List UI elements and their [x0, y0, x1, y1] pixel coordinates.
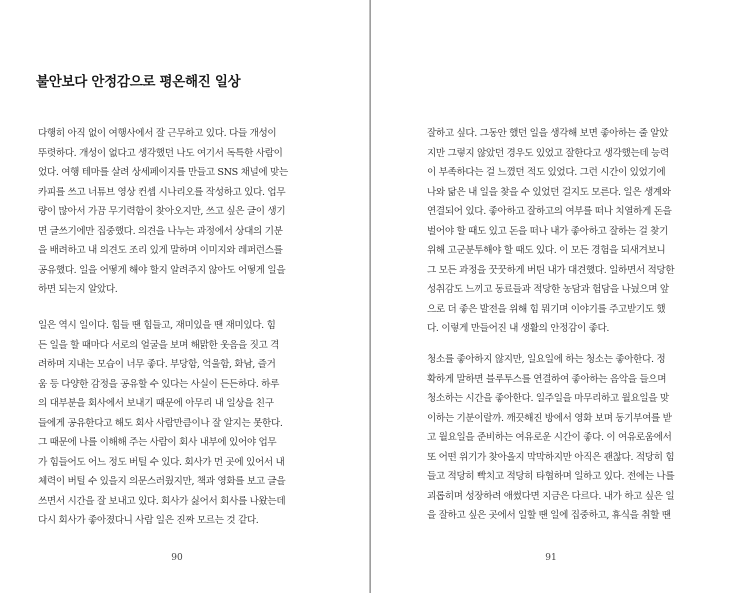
right-paragraph-1 — [427, 124, 674, 339]
text-line: 이하는 기분이랄까. 깨끗해진 방에서 영화 보며 동기부여를 받 — [427, 412, 672, 424]
right-page — [371, 0, 740, 593]
text-line: 성취감도 느끼고 동료들과 적당한 농담과 험담을 나눴으며 앞 — [427, 284, 669, 295]
text-line: 일은 역시 일이다. 힘들 땐 힘들고, 재미있을 땐 재미있다. 힘 — [38, 320, 276, 331]
text-line: 면 글쓰기에만 집중했다. 의견을 나누는 과정에서 상대의 기분 — [38, 225, 283, 237]
right-paragraph-2 — [427, 350, 674, 526]
text-line: 뚜렷하다. 개성이 없다고 생각했던 나도 여기서 독특한 사람이 — [38, 147, 283, 159]
text-line: 그 모든 과정을 꿋꿋하게 버틴 내가 대견했다. 일하면서 적당한 — [427, 264, 675, 276]
text-line: 의 대부분을 회사에서 보내기 때문에 아무리 내 일상을 친구 — [38, 398, 274, 409]
text-line: 잘하고 싶다. 그동안 했던 일을 생각해 보면 좋아하는 줄 알았 — [427, 128, 669, 139]
text-line: 체력이 버틸 수 있을지 의문스러웠지만, 책과 영화를 보고 글을 — [38, 476, 286, 487]
text-line: 었다. 여행 테마를 살려 상세페이지를 만들고 SNS 채널에 맞는 — [38, 167, 288, 178]
text-line: 공유했다. 일을 어떻게 해야 할지 알려주지 않아도 어떻게 일을 — [38, 264, 286, 276]
text-line: 을 잘하고 싶은 곳에서 일할 땐 일에 집중하고, 휴식을 취할 땐 — [427, 510, 671, 521]
text-line: 들에게 공유한다고 해도 회사 사람만큼이나 잘 알지는 못한다. — [38, 417, 283, 429]
text-line: 려하며 지내는 모습이 너무 좋다. 부당함, 억울함, 화남, 즐거 — [38, 359, 276, 370]
text-line: 카피를 쓰고 너튜브 영상 컨셉 시나리오를 작성하고 있다. 업무 — [38, 186, 286, 198]
text-line: 위해 고군분투해야 할 때도 있다. 이 모든 경험을 되새겨보니 — [427, 245, 666, 256]
text-line: 움 등 다양한 감정을 공유할 수 있다는 사실이 든든하다. 하루 — [38, 378, 280, 390]
text-line: 연결되어 있다. 좋아하고 잘하고의 여부를 떠나 치열하게 돈을 — [427, 206, 672, 217]
page-number: 91 — [545, 553, 557, 563]
text-line: 이 부족하다는 걸 느꼈던 적도 있었다. 그런 시간이 있었기에 — [427, 167, 666, 178]
text-line: 괴롭히며 성장하려 애썼다면 지금은 다르다. 내가 하고 싶은 일 — [427, 490, 675, 502]
left-paragraph-1 — [38, 124, 288, 300]
text-line: 을 배려하고 내 의견도 조리 있게 말하며 이미지와 레퍼런스를 — [38, 245, 283, 256]
text-line: 든 일을 할 때마다 서로의 얼굴을 보며 해맑한 웃음을 짓고 격 — [38, 339, 280, 351]
text-line: 고 월요일을 준비하는 여유로운 시간이 좋다. 이 여유로움에서 — [427, 432, 672, 443]
text-line: 또 어떤 위기가 찾아올지 막막하지만 아직은 괜찮다. 적당히 힘 — [427, 451, 675, 463]
text-line: 그 때문에 나를 이해해 주는 사람이 회사 내부에 있어야 업무 — [38, 437, 277, 448]
text-line: 다행히 아직 없이 여행사에서 잘 근무하고 있다. 다들 개성이 — [38, 128, 277, 139]
text-line: 들고 적당히 빡치고 적당히 타협하며 일하고 있다. 전에는 나를 — [427, 471, 675, 482]
page-number: 90 — [171, 553, 183, 563]
text-line: 벌어야 할 때도 있고 돈을 떠나 내가 좋아하고 잘하는 걸 찾기 — [427, 225, 669, 237]
text-line: 하면 되는지 알았다. — [38, 284, 118, 295]
text-line: 나와 닮은 내 일을 찾을 수 있었던 걸지도 모른다. 일은 생계와 — [427, 186, 671, 198]
left-paragraph-2 — [38, 316, 285, 531]
text-line: 지만 그렇지 않았던 경우도 있었고 잘한다고 생각했는데 능력 — [427, 147, 669, 159]
text-line: 청소를 좋아하지 않지만, 일요일에 하는 청소는 좋아한다. 정 — [427, 354, 666, 365]
text-line: 가 힘들어도 어느 정도 버틸 수 있다. 회사가 먼 곳에 있어서 내 — [38, 456, 285, 468]
chapter-title: 불안보다 안정감으로 평온해진 일상 — [36, 74, 241, 90]
text-line: 으로 더 좋은 발전을 위해 힘 뭐기며 이야기를 주고받기도 했 — [427, 303, 666, 315]
text-line: 확하게 말하면 블루투스를 연결하여 좋아하는 음악을 들으며 — [427, 373, 667, 385]
text-line: 다. 이렇게 만들어진 내 생활의 안정감이 좋다. — [427, 323, 610, 334]
text-line: 다시 회사가 좋아졌다니 사람 일은 진짜 모르는 것 같다. — [38, 515, 259, 526]
text-line: 청소하는 시간을 좋아한다. 일주일을 마무리하고 월요일을 맞 — [427, 393, 669, 404]
text-line: 쓰면서 시간을 잘 보내고 있다. 회사가 싫어서 회사를 나왔는데 — [38, 495, 286, 507]
text-line: 량이 많아서 가끔 무기력함이 찾아오지만, 쓰고 싶은 글이 생기 — [38, 206, 286, 217]
left-page — [0, 0, 369, 593]
